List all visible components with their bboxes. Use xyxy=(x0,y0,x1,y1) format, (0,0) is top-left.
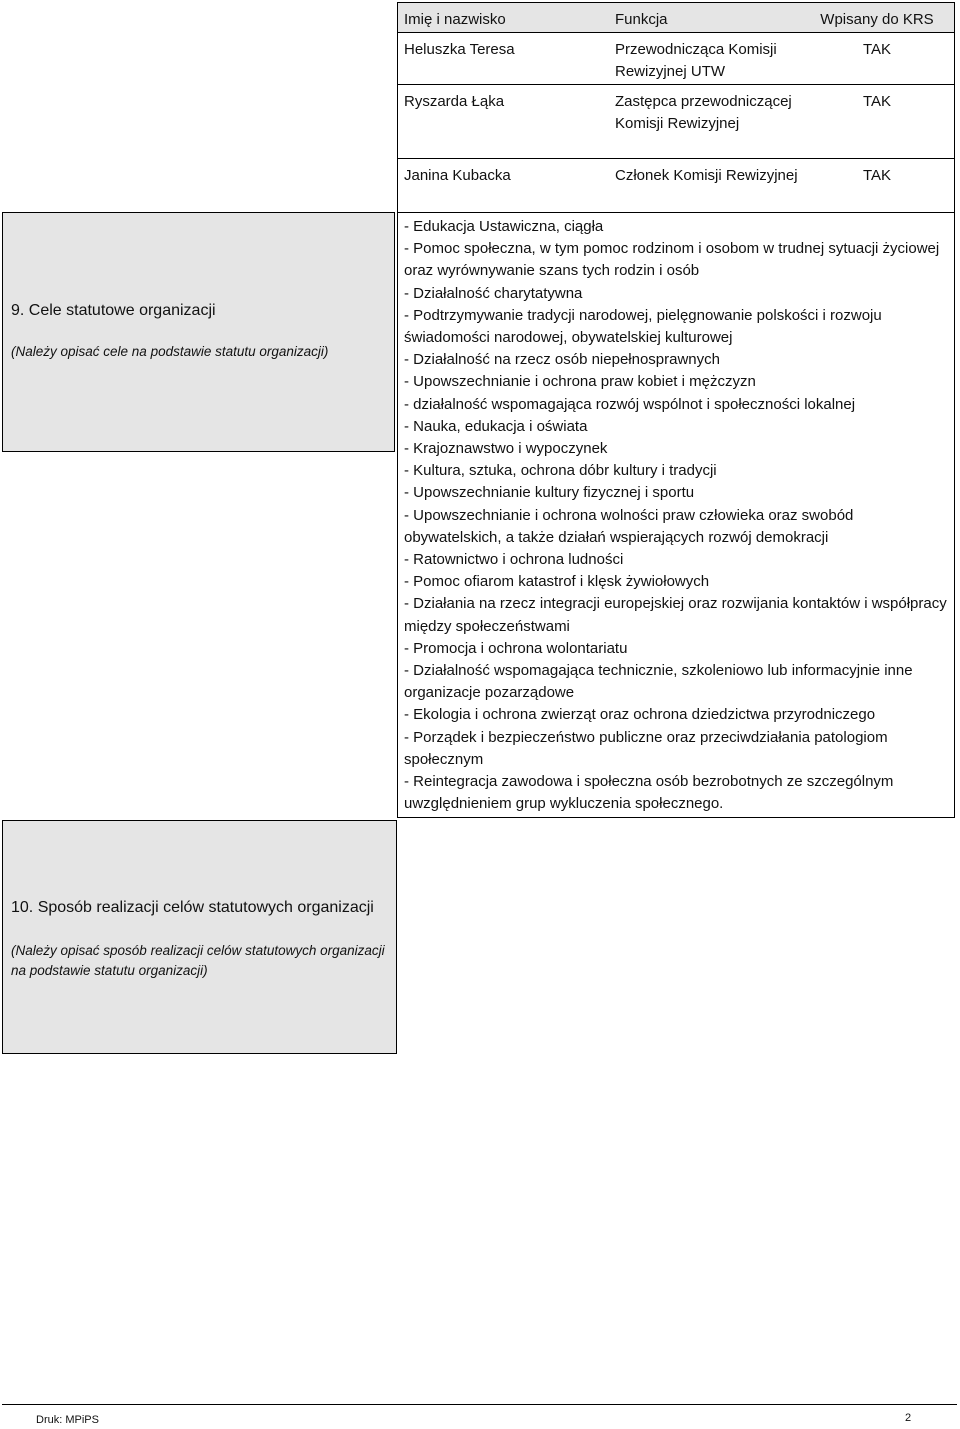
goal-item: - Pomoc ofiarom katastrof i klęsk żywiołowych xyxy=(404,573,710,591)
table-row xyxy=(398,159,954,213)
table-row xyxy=(398,85,954,159)
goal-item: - Działalność na rzecz osób niepełnosprawnych xyxy=(404,351,720,369)
member-function: Zastępca przewodniczącej Komisji Rewizyjnej xyxy=(615,93,792,132)
goal-item: - Działania na rzecz integracji europejskiej oraz rozwijania kontaktów i współpracy między społeczeństwami xyxy=(404,595,947,635)
member-krs: TAK xyxy=(862,167,892,184)
statutory-goals-box xyxy=(397,212,955,818)
footer-print-label: Druk: MPiPS xyxy=(36,1414,99,1426)
goal-item: - Kultura, sztuka, ochrona dóbr kultury i tradycji xyxy=(404,462,717,480)
page-number: 2 xyxy=(905,1412,912,1424)
goal-item: - Porządek i bezpieczeństwo publiczne oraz przeciwdziałania patologiom społecznym xyxy=(404,728,888,768)
goal-item: - Działalność wspomagająca technicznie, szkoleniowo lub informacyjnie inne organizacje pozarządowe xyxy=(404,662,913,702)
member-name: Ryszarda Łąka xyxy=(404,93,505,110)
goal-item: - Krajoznawstwo i wypoczynek xyxy=(404,440,608,458)
column-header-name: Imię i nazwisko xyxy=(404,11,506,28)
goal-item: - Promocja i ochrona wolontariatu xyxy=(404,639,628,657)
footer-divider xyxy=(2,1404,957,1405)
goal-item: - Podtrzymywanie tradycji narodowej, pielęgnowanie polskości i rozwoju świadomości narodowej, obywatelskiej kulturowej xyxy=(404,306,882,347)
members-table xyxy=(397,2,955,212)
section-9-hint: (Należy opisać cele na podstawie statutu organizacji) xyxy=(11,344,329,359)
goal-item: - Edukacja Ustawiczna, ciągła xyxy=(404,218,604,235)
goal-item: - Upowszechnianie i ochrona wolności praw człowieka oraz swobód obywatelskich, a także działań wspierających rozwój demokracji xyxy=(404,506,854,546)
goal-item: - Działalność charytatywna xyxy=(404,284,583,302)
column-header-function: Funkcja xyxy=(615,11,668,28)
member-name: Heluszka Teresa xyxy=(404,41,515,58)
section-10-hint: (Należy opisać sposób realizacji celów statutowych organizacji na podstawie statutu organizacji) xyxy=(11,943,385,978)
goal-item: - Upowszechnianie i ochrona praw kobiet i mężczyzn xyxy=(404,373,756,391)
goal-item: - Ratownictwo i ochrona ludności xyxy=(404,551,624,569)
table-row xyxy=(398,33,954,85)
member-name: Janina Kubacka xyxy=(404,167,511,184)
section-10-label-box xyxy=(2,820,397,1054)
goal-item: - Reintegracja zawodowa i społeczna osób bezrobotnych ze szczególnym uwzględnieniem grup wykluczenia społecznego. xyxy=(404,773,894,813)
member-function: Członek Komisji Rewizyjnej xyxy=(615,167,798,184)
goal-item: - Upowszechnianie kultury fizycznej i sportu xyxy=(404,484,695,502)
member-function: Przewodnicząca Komisji Rewizyjnej UTW xyxy=(615,41,777,80)
member-krs: TAK xyxy=(862,93,892,110)
section-10-title: 10. Sposób realizacji celów statutowych organizacji xyxy=(11,899,374,916)
column-header-krs: Wpisany do KRS xyxy=(820,11,934,28)
goal-item: - Ekologia i ochrona zwierząt oraz ochrona dziedzictwa przyrodniczego xyxy=(404,706,876,724)
goal-item: - Pomoc społeczna, w tym pomoc rodzinom i osobom w trudnej sytuacji życiowej oraz wyrównywanie szans tych rodzin i osób xyxy=(404,240,940,280)
goal-item: - działalność wspomagająca rozwój wspólnot i społeczności lokalnej xyxy=(404,395,856,413)
goal-item: - Nauka, edukacja i oświata xyxy=(404,417,588,435)
table-header-row xyxy=(398,3,954,33)
section-9-label-box xyxy=(2,212,395,452)
member-krs: TAK xyxy=(862,41,892,58)
statutory-goals-list xyxy=(398,212,954,815)
section-9-title: 9. Cele statutowe organizacji xyxy=(11,302,216,319)
